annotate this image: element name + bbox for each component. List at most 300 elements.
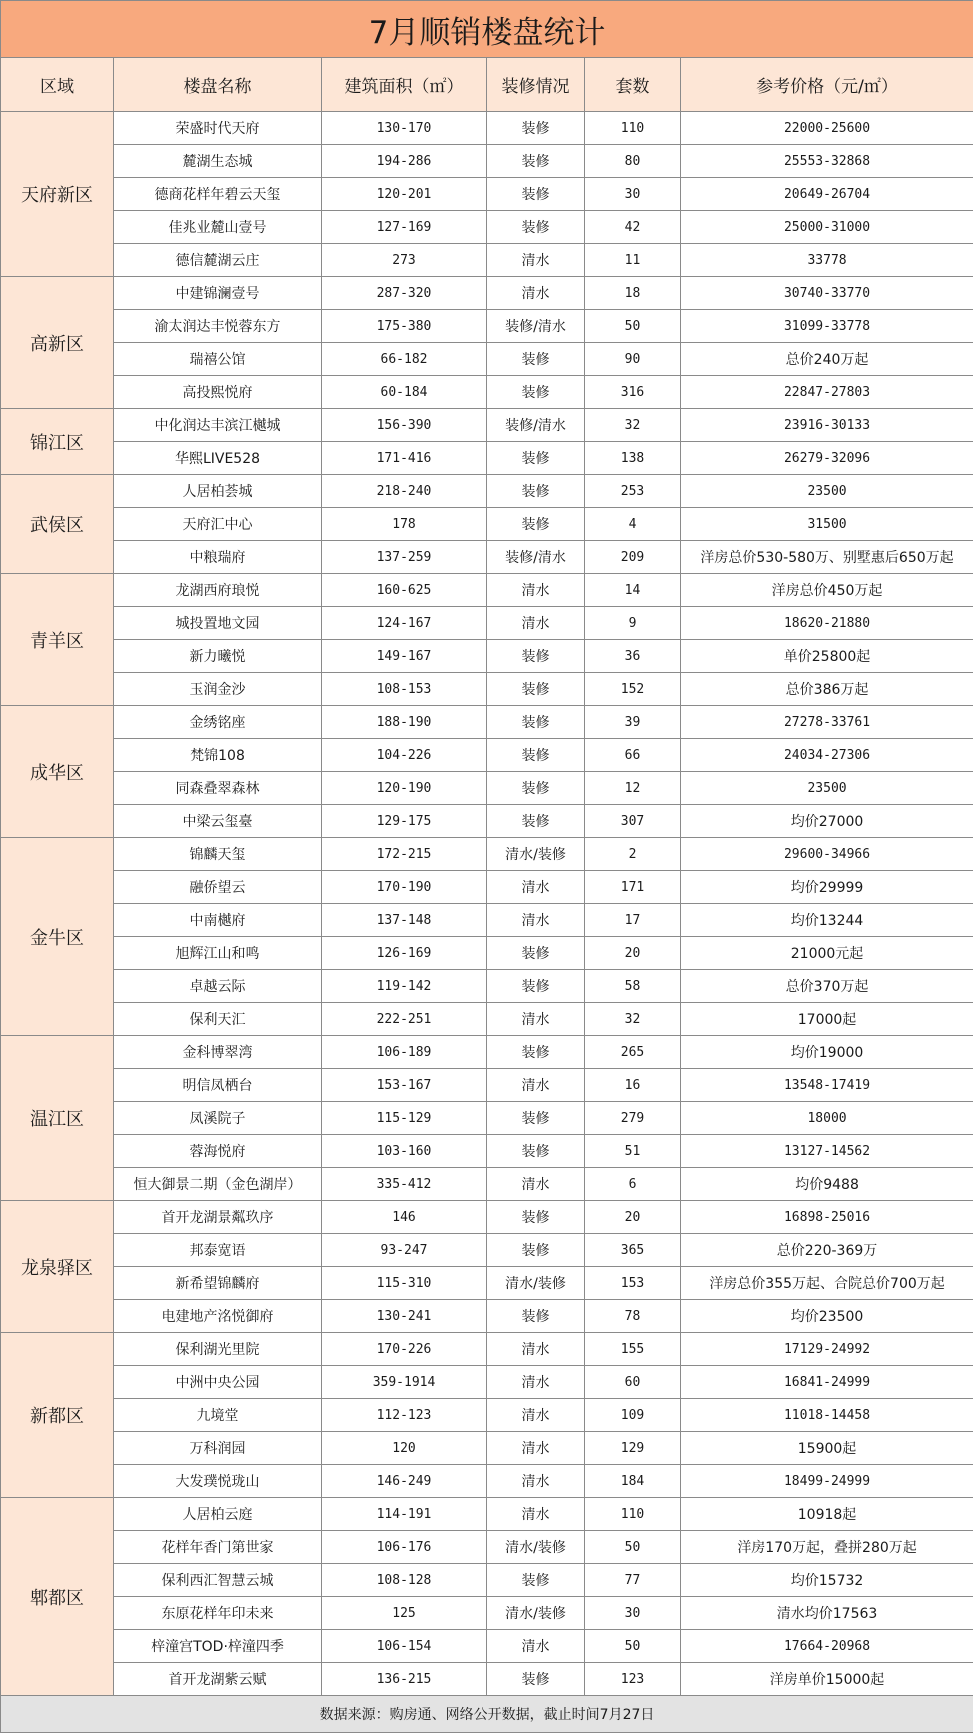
region-cell: 天府新区 <box>1 112 114 277</box>
table-row <box>1 1003 973 1036</box>
decoration-cell: 装修 <box>487 211 585 244</box>
decoration-cell: 清水 <box>487 607 585 640</box>
table-row <box>1 541 973 574</box>
units-cell: 14 <box>585 574 681 607</box>
decoration-cell: 装修 <box>487 376 585 409</box>
units-cell: 39 <box>585 706 681 739</box>
project-name-cell: 梓潼宫TOD·梓潼四季 <box>114 1630 322 1663</box>
decoration-cell: 装修/清水 <box>487 541 585 574</box>
project-name-cell: 中化润达丰滨江樾城 <box>114 409 322 442</box>
decoration-cell: 清水 <box>487 244 585 277</box>
project-name-cell: 天府汇中心 <box>114 508 322 541</box>
floor-area-cell: 114-191 <box>322 1498 487 1531</box>
table-row <box>1 376 973 409</box>
region-cell: 成华区 <box>1 706 114 838</box>
floor-area-cell: 93-247 <box>322 1234 487 1267</box>
floor-area-cell: 120-190 <box>322 772 487 805</box>
decoration-cell: 装修 <box>487 706 585 739</box>
units-cell: 18 <box>585 277 681 310</box>
floor-area-cell: 359-1914 <box>322 1366 487 1399</box>
table-row <box>1 1267 973 1300</box>
units-cell: 152 <box>585 673 681 706</box>
reference-price-cell: 21000元起 <box>681 937 973 970</box>
reference-price-cell: 洋房总价450万起 <box>681 574 973 607</box>
floor-area-cell: 104-226 <box>322 739 487 772</box>
table-row <box>1 508 973 541</box>
reference-price-cell: 27278-33761 <box>681 706 973 739</box>
table-row <box>1 277 973 310</box>
region-cell: 温江区 <box>1 1036 114 1201</box>
units-cell: 50 <box>585 1531 681 1564</box>
decoration-cell: 清水/装修 <box>487 1531 585 1564</box>
project-name-cell: 中洲中央公园 <box>114 1366 322 1399</box>
units-cell: 12 <box>585 772 681 805</box>
region-cell: 高新区 <box>1 277 114 409</box>
floor-area-cell: 153-167 <box>322 1069 487 1102</box>
project-name-cell: 电建地产洺悦御府 <box>114 1300 322 1333</box>
project-name-cell: 渝太润达丰悦蓉东方 <box>114 310 322 343</box>
decoration-cell: 装修 <box>487 1201 585 1234</box>
project-name-cell: 蓉海悦府 <box>114 1135 322 1168</box>
project-name-cell: 保利西汇智慧云城 <box>114 1564 322 1597</box>
decoration-cell: 装修 <box>487 508 585 541</box>
table-row <box>1 904 973 937</box>
table-row <box>1 1597 973 1630</box>
project-name-cell: 瑞禧公馆 <box>114 343 322 376</box>
reference-price-cell: 洋房170万起，叠拼280万起 <box>681 1531 973 1564</box>
floor-area-cell: 120-201 <box>322 178 487 211</box>
units-cell: 30 <box>585 178 681 211</box>
decoration-cell: 清水/装修 <box>487 838 585 871</box>
project-name-cell: 首开龙湖紫云赋 <box>114 1663 322 1696</box>
floor-area-cell: 127-169 <box>322 211 487 244</box>
project-name-cell: 城投置地文园 <box>114 607 322 640</box>
decoration-cell: 装修 <box>487 673 585 706</box>
header-decoration: 装修情况 <box>487 58 585 112</box>
floor-area-cell: 218-240 <box>322 475 487 508</box>
floor-area-cell: 129-175 <box>322 805 487 838</box>
decoration-cell: 清水 <box>487 1168 585 1201</box>
reference-price-cell: 均价19000 <box>681 1036 973 1069</box>
decoration-cell: 清水 <box>487 1498 585 1531</box>
reference-price-cell: 清水均价17563 <box>681 1597 973 1630</box>
units-cell: 58 <box>585 970 681 1003</box>
reference-price-cell: 11018-14458 <box>681 1399 973 1432</box>
header-project-name: 楼盘名称 <box>114 58 322 112</box>
reference-price-cell: 13548-17419 <box>681 1069 973 1102</box>
floor-area-cell: 287-320 <box>322 277 487 310</box>
region-cell: 锦江区 <box>1 409 114 475</box>
reference-price-cell: 17664-20968 <box>681 1630 973 1663</box>
project-name-cell: 九境堂 <box>114 1399 322 1432</box>
decoration-cell: 清水 <box>487 1366 585 1399</box>
region-cell: 龙泉驿区 <box>1 1201 114 1333</box>
floor-area-cell: 170-226 <box>322 1333 487 1366</box>
reference-price-cell: 13127-14562 <box>681 1135 973 1168</box>
floor-area-cell: 146 <box>322 1201 487 1234</box>
units-cell: 42 <box>585 211 681 244</box>
units-cell: 110 <box>585 1498 681 1531</box>
decoration-cell: 装修 <box>487 343 585 376</box>
project-name-cell: 德信麓湖云庄 <box>114 244 322 277</box>
units-cell: 20 <box>585 937 681 970</box>
project-name-cell: 万科润园 <box>114 1432 322 1465</box>
region-cell: 新都区 <box>1 1333 114 1498</box>
units-cell: 316 <box>585 376 681 409</box>
reference-price-cell: 31099-33778 <box>681 310 973 343</box>
table-row <box>1 1630 973 1663</box>
table-row <box>1 970 973 1003</box>
project-name-cell: 高投熙悦府 <box>114 376 322 409</box>
floor-area-cell: 136-215 <box>322 1663 487 1696</box>
floor-area-cell: 120 <box>322 1432 487 1465</box>
floor-area-cell: 106-176 <box>322 1531 487 1564</box>
units-cell: 6 <box>585 1168 681 1201</box>
decoration-cell: 装修 <box>487 1135 585 1168</box>
reference-price-cell: 总价220-369万 <box>681 1234 973 1267</box>
reference-price-cell: 18000 <box>681 1102 973 1135</box>
reference-price-cell: 总价240万起 <box>681 343 973 376</box>
reference-price-cell: 23916-30133 <box>681 409 973 442</box>
reference-price-cell: 29600-34966 <box>681 838 973 871</box>
decoration-cell: 装修 <box>487 1663 585 1696</box>
decoration-cell: 装修 <box>487 739 585 772</box>
decoration-cell: 装修 <box>487 1036 585 1069</box>
table-row <box>1 1036 973 1069</box>
decoration-cell: 装修 <box>487 178 585 211</box>
table-row <box>1 1102 973 1135</box>
floor-area-cell: 103-160 <box>322 1135 487 1168</box>
table-row <box>1 1432 973 1465</box>
reference-price-cell: 22000-25600 <box>681 112 973 145</box>
floor-area-cell: 60-184 <box>322 376 487 409</box>
table-row <box>1 1168 973 1201</box>
units-cell: 20 <box>585 1201 681 1234</box>
table-row <box>1 1531 973 1564</box>
units-cell: 365 <box>585 1234 681 1267</box>
project-name-cell: 龙湖西府琅悦 <box>114 574 322 607</box>
table-title: 7月顺销楼盘统计 <box>1 1 973 58</box>
table-row <box>1 1465 973 1498</box>
units-cell: 32 <box>585 409 681 442</box>
units-cell: 265 <box>585 1036 681 1069</box>
units-cell: 78 <box>585 1300 681 1333</box>
reference-price-cell: 33778 <box>681 244 973 277</box>
units-cell: 138 <box>585 442 681 475</box>
table-row <box>1 805 973 838</box>
floor-area-cell: 170-190 <box>322 871 487 904</box>
floor-area-cell: 160-625 <box>322 574 487 607</box>
project-name-cell: 金科博翠湾 <box>114 1036 322 1069</box>
table-row <box>1 1234 973 1267</box>
project-name-cell: 梵锦108 <box>114 739 322 772</box>
decoration-cell: 装修 <box>487 442 585 475</box>
project-name-cell: 大发璞悦珑山 <box>114 1465 322 1498</box>
project-name-cell: 卓越云际 <box>114 970 322 1003</box>
reference-price-cell: 15900起 <box>681 1432 973 1465</box>
floor-area-cell: 115-129 <box>322 1102 487 1135</box>
table-row <box>1 640 973 673</box>
floor-area-cell: 106-154 <box>322 1630 487 1663</box>
header-region: 区域 <box>1 58 114 112</box>
units-cell: 307 <box>585 805 681 838</box>
region-cell: 青羊区 <box>1 574 114 706</box>
table-row <box>1 1564 973 1597</box>
units-cell: 77 <box>585 1564 681 1597</box>
header-floor-area: 建筑面积（㎡） <box>322 58 487 112</box>
reference-price-cell: 洋房总价530-580万、别墅惠后650万起 <box>681 541 973 574</box>
table-row <box>1 937 973 970</box>
decoration-cell: 清水 <box>487 277 585 310</box>
table-row <box>1 1069 973 1102</box>
project-name-cell: 金绣铭座 <box>114 706 322 739</box>
reference-price-cell: 总价370万起 <box>681 970 973 1003</box>
reference-price-cell: 单价25800起 <box>681 640 973 673</box>
units-cell: 30 <box>585 1597 681 1630</box>
project-name-cell: 中梁云玺臺 <box>114 805 322 838</box>
units-cell: 80 <box>585 145 681 178</box>
floor-area-cell: 115-310 <box>322 1267 487 1300</box>
reference-price-cell: 16841-24999 <box>681 1366 973 1399</box>
units-cell: 50 <box>585 310 681 343</box>
reference-price-cell: 23500 <box>681 772 973 805</box>
floor-area-cell: 194-286 <box>322 145 487 178</box>
units-cell: 9 <box>585 607 681 640</box>
project-name-cell: 中粮瑞府 <box>114 541 322 574</box>
table-row <box>1 574 973 607</box>
floor-area-cell: 108-153 <box>322 673 487 706</box>
reference-price-cell: 洋房单价15000起 <box>681 1663 973 1696</box>
units-cell: 2 <box>585 838 681 871</box>
units-cell: 60 <box>585 1366 681 1399</box>
table-row <box>1 706 973 739</box>
table-row <box>1 442 973 475</box>
region-cell: 金牛区 <box>1 838 114 1036</box>
project-name-cell: 佳兆业麓山壹号 <box>114 211 322 244</box>
floor-area-cell: 149-167 <box>322 640 487 673</box>
table-row <box>1 1366 973 1399</box>
project-name-cell: 新力曦悦 <box>114 640 322 673</box>
table-row <box>1 1399 973 1432</box>
table-row <box>1 1300 973 1333</box>
floor-area-cell: 137-259 <box>322 541 487 574</box>
floor-area-cell: 108-128 <box>322 1564 487 1597</box>
table-row <box>1 871 973 904</box>
floor-area-cell: 178 <box>322 508 487 541</box>
floor-area-cell: 124-167 <box>322 607 487 640</box>
decoration-cell: 装修 <box>487 937 585 970</box>
reference-price-cell: 均价27000 <box>681 805 973 838</box>
decoration-cell: 装修 <box>487 970 585 1003</box>
project-name-cell: 新希望锦麟府 <box>114 1267 322 1300</box>
decoration-cell: 清水 <box>487 904 585 937</box>
floor-area-cell: 222-251 <box>322 1003 487 1036</box>
table-row <box>1 838 973 871</box>
units-cell: 153 <box>585 1267 681 1300</box>
project-name-cell: 荣盛时代天府 <box>114 112 322 145</box>
reference-price-cell: 17129-24992 <box>681 1333 973 1366</box>
floor-area-cell: 126-169 <box>322 937 487 970</box>
table-row <box>1 475 973 508</box>
project-name-cell: 锦麟天玺 <box>114 838 322 871</box>
reference-price-cell: 18499-24999 <box>681 1465 973 1498</box>
project-name-cell: 保利湖光里院 <box>114 1333 322 1366</box>
project-name-cell: 人居柏荟城 <box>114 475 322 508</box>
floor-area-cell: 125 <box>322 1597 487 1630</box>
decoration-cell: 清水 <box>487 1465 585 1498</box>
decoration-cell: 装修 <box>487 475 585 508</box>
project-name-cell: 德商花样年碧云天玺 <box>114 178 322 211</box>
project-name-cell: 东原花样年印未来 <box>114 1597 322 1630</box>
region-cell: 郫都区 <box>1 1498 114 1696</box>
floor-area-cell: 335-412 <box>322 1168 487 1201</box>
floor-area-cell: 156-390 <box>322 409 487 442</box>
units-cell: 50 <box>585 1630 681 1663</box>
reference-price-cell: 22847-27803 <box>681 376 973 409</box>
reference-price-cell: 均价23500 <box>681 1300 973 1333</box>
units-cell: 109 <box>585 1399 681 1432</box>
units-cell: 4 <box>585 508 681 541</box>
table-row <box>1 673 973 706</box>
project-name-cell: 花样年香门第世家 <box>114 1531 322 1564</box>
table-row <box>1 1663 973 1696</box>
project-name-cell: 玉润金沙 <box>114 673 322 706</box>
region-cell: 武侯区 <box>1 475 114 574</box>
units-cell: 90 <box>585 343 681 376</box>
decoration-cell: 清水 <box>487 1630 585 1663</box>
project-name-cell: 凤溪院子 <box>114 1102 322 1135</box>
floor-area-cell: 137-148 <box>322 904 487 937</box>
project-name-cell: 恒大御景二期（金色湖岸） <box>114 1168 322 1201</box>
table-row <box>1 244 973 277</box>
decoration-cell: 清水 <box>487 1399 585 1432</box>
reference-price-cell: 均价29999 <box>681 871 973 904</box>
table-row <box>1 112 973 145</box>
header-units: 套数 <box>585 58 681 112</box>
decoration-cell: 装修 <box>487 772 585 805</box>
units-cell: 66 <box>585 739 681 772</box>
units-cell: 16 <box>585 1069 681 1102</box>
decoration-cell: 清水 <box>487 871 585 904</box>
table-row <box>1 409 973 442</box>
table-row <box>1 1498 973 1531</box>
units-cell: 123 <box>585 1663 681 1696</box>
header-row <box>1 58 973 112</box>
reference-price-cell: 25553-32868 <box>681 145 973 178</box>
reference-price-cell: 均价15732 <box>681 1564 973 1597</box>
reference-price-cell: 17000起 <box>681 1003 973 1036</box>
units-cell: 155 <box>585 1333 681 1366</box>
table-row <box>1 739 973 772</box>
data-source-note: 数据来源：购房通、网络公开数据，截止时间7月27日 <box>1 1696 973 1733</box>
reference-price-cell: 26279-32096 <box>681 442 973 475</box>
reference-price-cell: 30740-33770 <box>681 277 973 310</box>
units-cell: 184 <box>585 1465 681 1498</box>
floor-area-cell: 112-123 <box>322 1399 487 1432</box>
project-name-cell: 保利天汇 <box>114 1003 322 1036</box>
decoration-cell: 装修 <box>487 1564 585 1597</box>
table-row <box>1 607 973 640</box>
units-cell: 279 <box>585 1102 681 1135</box>
project-name-cell: 人居柏云庭 <box>114 1498 322 1531</box>
decoration-cell: 装修 <box>487 1234 585 1267</box>
units-cell: 51 <box>585 1135 681 1168</box>
table-row <box>1 343 973 376</box>
units-cell: 209 <box>585 541 681 574</box>
reference-price-cell: 总价386万起 <box>681 673 973 706</box>
decoration-cell: 清水/装修 <box>487 1597 585 1630</box>
decoration-cell: 清水 <box>487 574 585 607</box>
project-name-cell: 同森叠翠森林 <box>114 772 322 805</box>
floor-area-cell: 106-189 <box>322 1036 487 1069</box>
project-name-cell: 中建锦澜壹号 <box>114 277 322 310</box>
reference-price-cell: 10918起 <box>681 1498 973 1531</box>
table-row <box>1 145 973 178</box>
reference-price-cell: 16898-25016 <box>681 1201 973 1234</box>
decoration-cell: 清水 <box>487 1003 585 1036</box>
reference-price-cell: 18620-21880 <box>681 607 973 640</box>
reference-price-cell: 洋房总价355万起、合院总价700万起 <box>681 1267 973 1300</box>
reference-price-cell: 20649-26704 <box>681 178 973 211</box>
reference-price-cell: 25000-31000 <box>681 211 973 244</box>
decoration-cell: 装修 <box>487 112 585 145</box>
decoration-cell: 装修 <box>487 1102 585 1135</box>
table-row <box>1 1135 973 1168</box>
floor-area-cell: 130-241 <box>322 1300 487 1333</box>
floor-area-cell: 171-416 <box>322 442 487 475</box>
table-body <box>1 112 973 1696</box>
floor-area-cell: 273 <box>322 244 487 277</box>
floor-area-cell: 175-380 <box>322 310 487 343</box>
project-name-cell: 明信凤栖台 <box>114 1069 322 1102</box>
reference-price-cell: 23500 <box>681 475 973 508</box>
decoration-cell: 装修/清水 <box>487 409 585 442</box>
project-name-cell: 邦泰宽语 <box>114 1234 322 1267</box>
table-row <box>1 772 973 805</box>
table-row <box>1 211 973 244</box>
project-name-cell: 首开龙湖景粼玖序 <box>114 1201 322 1234</box>
project-name-cell: 融侨望云 <box>114 871 322 904</box>
decoration-cell: 清水 <box>487 1432 585 1465</box>
units-cell: 171 <box>585 871 681 904</box>
reference-price-cell: 均价13244 <box>681 904 973 937</box>
floor-area-cell: 188-190 <box>322 706 487 739</box>
floor-area-cell: 146-249 <box>322 1465 487 1498</box>
units-cell: 11 <box>585 244 681 277</box>
reference-price-cell: 24034-27306 <box>681 739 973 772</box>
floor-area-cell: 172-215 <box>322 838 487 871</box>
table-row <box>1 310 973 343</box>
decoration-cell: 装修 <box>487 145 585 178</box>
units-cell: 17 <box>585 904 681 937</box>
units-cell: 110 <box>585 112 681 145</box>
decoration-cell: 装修 <box>487 805 585 838</box>
decoration-cell: 清水/装修 <box>487 1267 585 1300</box>
decoration-cell: 装修/清水 <box>487 310 585 343</box>
floor-area-cell: 119-142 <box>322 970 487 1003</box>
decoration-cell: 装修 <box>487 640 585 673</box>
units-cell: 32 <box>585 1003 681 1036</box>
decoration-cell: 清水 <box>487 1069 585 1102</box>
decoration-cell: 清水 <box>487 1333 585 1366</box>
units-cell: 36 <box>585 640 681 673</box>
floor-area-cell: 130-170 <box>322 112 487 145</box>
project-name-cell: 华熙LIVE528 <box>114 442 322 475</box>
table-row <box>1 1201 973 1234</box>
floor-area-cell: 66-182 <box>322 343 487 376</box>
project-name-cell: 旭辉江山和鸣 <box>114 937 322 970</box>
reference-price-cell: 均价9488 <box>681 1168 973 1201</box>
